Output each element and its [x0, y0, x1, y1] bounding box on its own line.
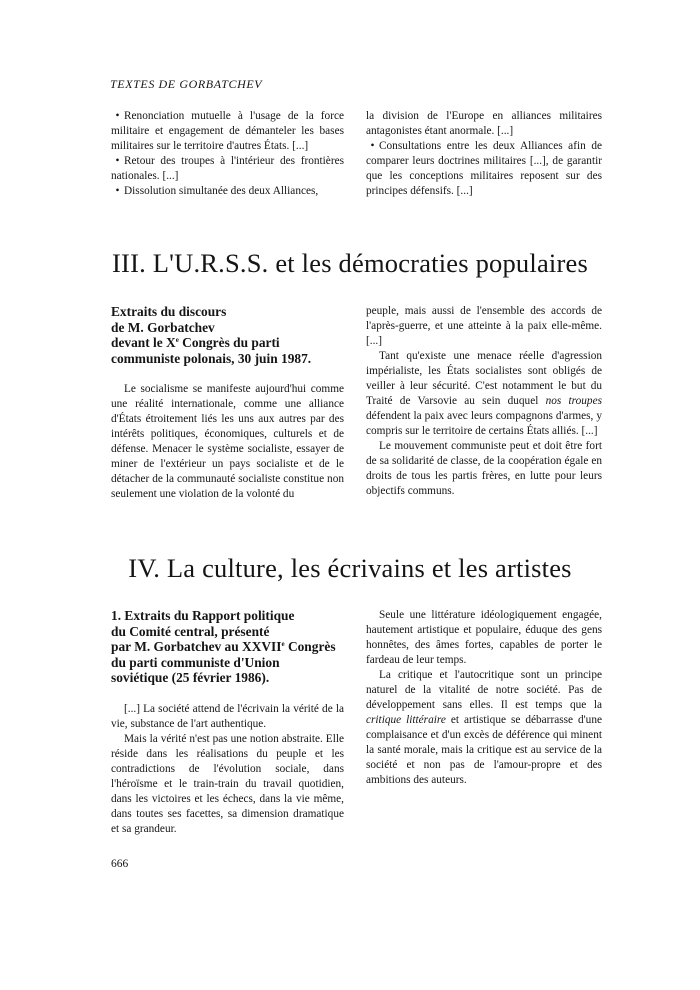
- section4-left-column: [111, 608, 344, 837]
- paragraph: Tant qu'existe une menace réelle d'agression impérialiste, les États socialistes sont obligés de veiller à leur sécurité. C'est notamment le but du Traité de Varsovie au sein duquel nos troupes défendent la paix avec leurs compagnons d'armes, y compris sur le territoire de certains États alliés. [...]: [366, 350, 602, 437]
- list-item: • Consultations entre les deux Alliances afin de comparer leurs doctrines militaires [...], de garantir que les conceptions militaires reposent sur des principes défensifs. [...]: [366, 140, 602, 197]
- paragraph: Le socialisme se manifeste aujourd'hui comme une réalité internationale, comme une alliance d'États étroitement liés les uns aux autres par des intérêts politiques, économiques, culturels et de défense. Menacer le système socialiste, essayer de miner de l'extérieur un pays socialiste et de le détacher de la communauté socialiste constitue non seulement une violation de la volonté du: [111, 383, 344, 501]
- bullet-icon: •: [115, 185, 120, 197]
- top-left-column: [111, 109, 344, 199]
- paragraph: Mais la vérité n'est pas une notion abstraite. Elle réside dans les réalisations du peuple et les contradictions de l'évolution sociale, dans l'héroïsme et le train-train du travail quotidien, dans les victoires et les échecs, dans la vie même, dans toutes ses facettes, sa dimension dramatique et sa grandeur.: [111, 732, 344, 835]
- paragraph: Le mouvement communiste peut et doit être fort de sa solidarité de classe, de la coopération égale en droits de tous les partis frères, en lutte pour leurs objectifs communs.: [366, 440, 602, 497]
- section-title-3: III. L'U.R.S.S. et les démocraties populaires: [112, 248, 588, 278]
- list-item: • Retour des troupes à l'intérieur des frontières nationales. [...]: [111, 155, 344, 182]
- paragraph-continuation: peuple, mais aussi de l'ensemble des accords de l'après-guerre, et une atteinte à la paix elle-même. [...]: [366, 305, 602, 347]
- running-head: TEXTES DE GORBATCHEV: [110, 77, 263, 91]
- section-title-4: IV. La culture, les écrivains et les artistes: [128, 553, 572, 583]
- section3-left-column: [111, 304, 344, 502]
- paragraph: [...] La société attend de l'écrivain la vérité de la vie, substance de l'art authentique.: [111, 702, 344, 730]
- top-right-column: [366, 109, 602, 199]
- emphasis: nos troupes: [545, 395, 602, 407]
- section3-heading: Extraits du discours de M. Gorbatchev devant le Xe Congrès du parti communiste polonais, 30 juin 1987.: [111, 304, 312, 366]
- section4-right-column: [366, 608, 602, 788]
- page-number: 666: [111, 858, 129, 870]
- list-item: • Dissolution simultanée des deux Alliances,: [111, 184, 344, 199]
- section3-right-column: [366, 304, 602, 499]
- bullet-icon: •: [115, 155, 120, 167]
- paragraph: La critique et l'autocritique sont un principe naturel de la vitalité de notre société. Pas de développement sans elles. Il est temps que la critique littéraire et artistique se débarrasse d'une complaisance et d'un excès de déférence qui minent la santé morale, mais la critique est au service de la société et non pas de l'amour-propre et des ambitions des auteurs.: [366, 669, 602, 786]
- section4-heading: 1. Extraits du Rapport politique du Comité central, présenté par M. Gorbatchev au XXVIIe Congrès du parti communiste d'Union soviétique (25 février 1986).: [111, 608, 336, 686]
- emphasis: critique littéraire: [366, 714, 446, 726]
- paragraph-continuation: la division de l'Europe en alliances militaires antagonistes étant anormale. [...]: [366, 110, 602, 137]
- bullet-icon: •: [370, 140, 375, 152]
- paragraph: Seule une littérature idéologiquement engagée, hautement artistique et populaire, éduque des gens honnêtes, des âmes fortes, capables de porter le fardeau de leur temps.: [366, 609, 602, 666]
- list-item: • Renonciation mutuelle à l'usage de la force militaire et engagement de démanteler les bases militaires sur le territoire d'autres États. [...]: [111, 110, 344, 152]
- bullet-icon: •: [115, 110, 120, 122]
